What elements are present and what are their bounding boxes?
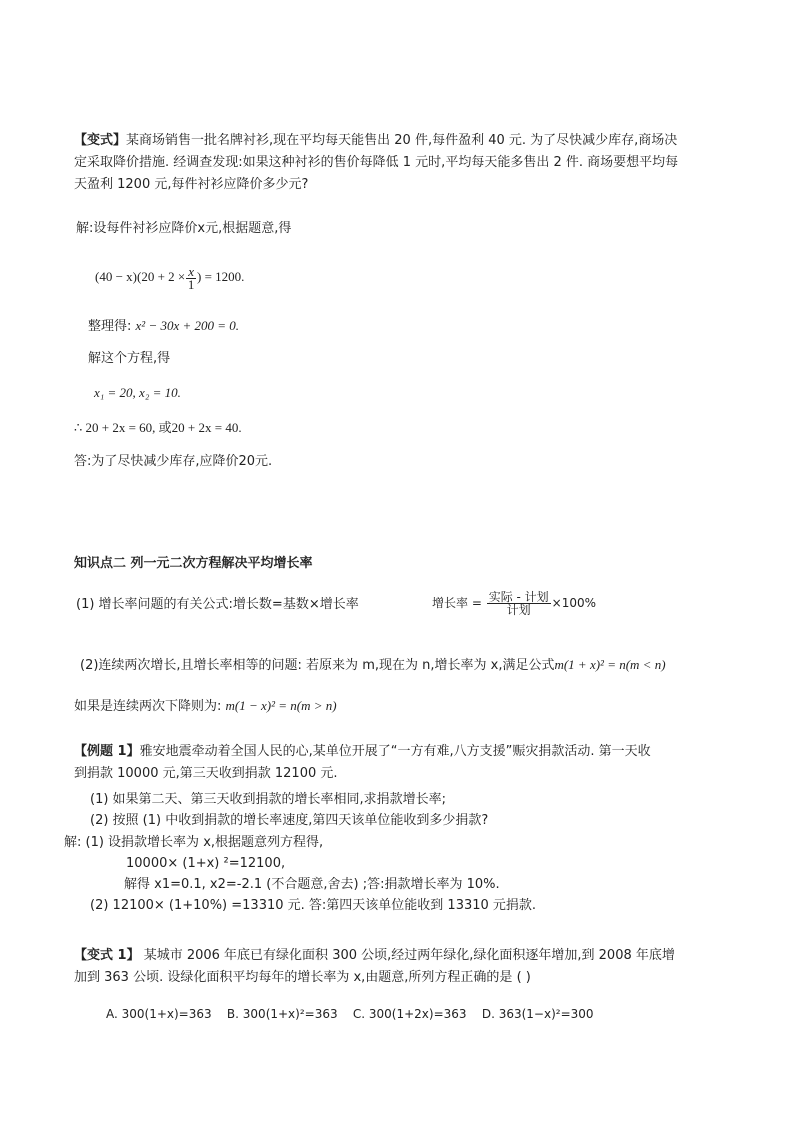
option-b: B. 300(1+x)²=363 — [226, 1007, 338, 1021]
example-question-1: (1) 如果第二天、第三天收到捐款的增长率相同,求捐款增长率; — [90, 792, 447, 807]
solve-line: 解这个方程,得 — [88, 351, 171, 366]
formula2-line: (2)连续两次增长,且增长率相等的问题: 若原来为 m,现在为 n,增长率为 x,满足公式m(1 + x)² = n(m < n) — [80, 657, 666, 673]
equation-fraction: $\frac{x}{1}$ — [187, 263, 195, 292]
therefore-line: ∴ 20 + 2x = 60, 或20 + 2x = 40. — [74, 420, 242, 435]
option-a: A. 300(1+x)=363 — [106, 1007, 212, 1021]
rate-formula: 增长率 = $\frac{\text{实际 - 计划}}{\text{计划}}$ ×100% — [432, 590, 597, 617]
example-solution-4: (2) 12100× (1+10%) =13310 元. 答:第四天该单位能收到 13310 元捐款. — [90, 898, 537, 913]
variant1-problem-line-2: 加到 363 公顷. 设绿化面积平均每年的增长率为 x,由题意,所列方程正确的是 ( ) — [74, 970, 531, 985]
example-solution-1: 解: (1) 设捐款增长率为 x,根据题意列方程得, — [64, 835, 324, 850]
example-solution-2: 10000× (1+x) ²=12100, — [126, 856, 286, 871]
variant-problem-line-2: 定采取降价措施. 经调查发现:如果这种衬衫的售价每降低 1 元时,平均每天能多售出 2 件. 商场要想平均每 — [74, 155, 679, 170]
variant-problem-line-3: 天盈利 1200 元,每件衬衫应降价多少元? — [74, 177, 309, 192]
roots-line: x₁ = 20, x₂ = 10. — [94, 385, 181, 400]
section-title: 知识点二 列一元二次方程解决平均增长率 — [74, 556, 313, 571]
example-problem-line-1: 【例题 1】雅安地震牵动着全国人民的心,某单位开展了“一方有难,八方支援”赈灾捐款活动. 第一天收 — [74, 744, 651, 759]
solution-intro: 解:设每件衬衫应降价x元,根据题意,得 — [76, 221, 292, 236]
equation-main: (40 − x)(20 + 2 × $\frac{x}{1}$ ) = 1200. — [95, 263, 245, 292]
simplify-line: 整理得: x² − 30x + 200 = 0. — [88, 318, 240, 334]
formula3-line: 如果是连续两次下降则为: m(1 − x)² = n(m > n) — [74, 698, 337, 714]
example-problem-line-2: 到捐款 10000 元,第三天收到捐款 12100 元. — [74, 766, 338, 781]
option-d: D. 363(1−x)²=300 — [481, 1007, 594, 1021]
variant1-tag: 【变式 1】 — [74, 948, 140, 963]
variant-problem-line-1: 【变式】某商场销售一批名牌衬衫,现在平均每天能售出 20 件,每件盈利 40 元. 为了尽快减少库存,商场决 — [74, 133, 678, 148]
answer-line: 答:为了尽快减少库存,应降价20元. — [74, 454, 273, 469]
variant1-options — [106, 1005, 594, 1023]
formula1-text: (1) 增长率问题的有关公式:增长数=基数×增长率 — [76, 597, 359, 612]
variant-tag: 【变式】 — [74, 133, 127, 148]
rate-fraction: $\frac{\text{实际 - 计划}}{\text{计划}}$ — [488, 590, 549, 617]
example-solution-3: 解得 x1=0.1, x2=-2.1 (不合题意,舍去) ;答:捐款增长率为 10%. — [124, 877, 500, 892]
example-tag: 【例题 1】 — [74, 744, 140, 759]
variant1-problem-line-1: 【变式 1】 某城市 2006 年底已有绿化面积 300 公顷,经过两年绿化,绿化面积逐年增加,到 2008 年底增 — [74, 948, 675, 963]
example-question-2: (2) 按照 (1) 中收到捐款的增长率速度,第四天该单位能收到多少捐款? — [90, 813, 489, 828]
option-c: C. 300(1+2x)=363 — [352, 1007, 467, 1021]
